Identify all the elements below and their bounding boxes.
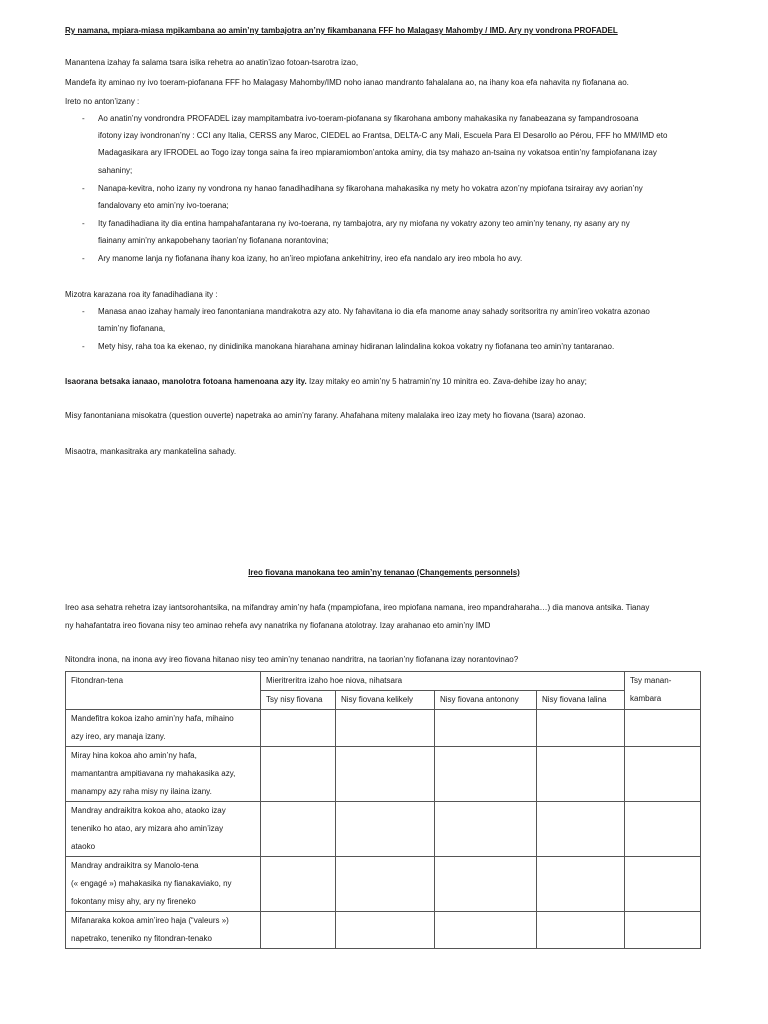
answer-cell[interactable] (537, 747, 625, 802)
row-label (66, 857, 261, 912)
goal-2-line-1: Mety hisy, raha toa ka ekenao, ny dinidinika manokana hiarahana aminay hidiranan lalindalina kokoa vokatry ny fiofanana teo amin’ny tantaranao. (98, 342, 615, 351)
answer-cell[interactable] (336, 912, 435, 949)
row-label-line: teneniko ho atao, ary mizara aho amin’izay (71, 824, 224, 833)
row-label (66, 802, 261, 857)
time-note (65, 376, 587, 387)
answer-cell[interactable] (336, 710, 435, 747)
row-label-line: fokontany misy ahy, ary ny fireneko (71, 897, 196, 906)
row-label-line: mamantantra ampitiavana ny mahakasika azy, (71, 769, 236, 778)
row-label-line: manampy azy raha misy ny ilaina izany. (71, 787, 212, 796)
table-row (66, 747, 701, 802)
bullet-dash: - (82, 184, 85, 193)
row-label-line: Mandefitra kokoa izaho amin’ny hafa, mihaino (71, 714, 234, 723)
answer-cell[interactable] (435, 802, 537, 857)
reason-1-line-3: Madagasikara ary IFRODEL ao Togo izay tonga saina fa ireo mpiaramiombon’antoka aminy, dia tsy mahazo an-tsaina ny vokatsoa entin’ny fampiofanana izay (98, 148, 657, 157)
time-note-bold: Isaorana betsaka ianaao, manolotra fotoana hamenoana azy ity. (65, 377, 307, 386)
row-label-line: ataoko (71, 842, 96, 851)
open-question-note: Misy fanontaniana misokatra (question ouverte) napetraka ao amin’ny farany. Ahafahana miteny malalaka ireo izay mety ho fiovana (tsara) azonao. (65, 411, 586, 420)
table-row (66, 802, 701, 857)
reason-4-line-1: Ary manome lanja ny fiofanana ihany koa izany, ho an’ireo mpiofana ankehitriny, ireo efa nandalo ary ireo mbola ho avy. (98, 254, 523, 263)
answer-cell[interactable] (336, 802, 435, 857)
answer-cell[interactable] (261, 857, 336, 912)
answer-cell[interactable] (537, 802, 625, 857)
row-label-line: Mandray andraikitra sy Manolo-tena (71, 861, 199, 870)
changes-table (65, 671, 701, 949)
answer-cell[interactable] (261, 802, 336, 857)
document-title: Ry namana, mpiara-miasa mpikambana ao amin’ny tambajotra an’ny fikambanana FFF ho Malagasy Mahomby / IMD. Ary ny vondrona PROFADEL (65, 26, 618, 35)
reason-2-line-1: Nanapa-kevitra, noho izany ny vondrona ny hanao fanadihadihana sy fikarohana mahakasika ny mety ho vokatra azon’ny mpiofana tsirairay avy aorian’ny (98, 184, 643, 193)
answer-cell[interactable] (261, 912, 336, 949)
answer-cell[interactable] (625, 912, 701, 949)
subheader-moderate-change: Nisy fiovana antonony (435, 691, 537, 710)
answer-cell[interactable] (625, 747, 701, 802)
answer-cell[interactable] (537, 710, 625, 747)
answer-cell[interactable] (435, 710, 537, 747)
row-label-line: Mifanaraka kokoa amin’ireo haja (“valeurs ») (71, 916, 229, 925)
bullet-dash: - (82, 307, 85, 316)
answer-cell[interactable] (261, 710, 336, 747)
answer-cell[interactable] (625, 802, 701, 857)
row-label (66, 747, 261, 802)
answer-cell[interactable] (537, 912, 625, 949)
answer-cell[interactable] (625, 857, 701, 912)
reason-3-line-1: Ity fanadihadiana ity dia entina hampahafantarana ny ivo-toerana, ny tambajotra, ary ny miofana ny vokatry azony teo amin’ny tenany, ny asany ary ny (98, 219, 630, 228)
intro-paragraph-1: Manantena izahay fa salama tsara isika rehetra ao anatin’izao fotoan-tsarotra izao, (65, 58, 359, 67)
section-2-question: Nitondra inona, na inona avy ireo fiovana hitanao nisy teo amin’ny tenanao nandritra, na taorian’ny fiofanana izay norantovinao? (65, 655, 519, 664)
answer-cell[interactable] (435, 912, 537, 949)
intro-paragraph-2: Mandefa ity aminao ny ivo toeram-piofanana FFF ho Malagasy Mahomby/IMD noho ianao mandranto fahalalana ao, na ihany koa efa nahavita ny fiofanana ao. (65, 78, 629, 87)
goal-1-line-2: tamin’ny fiofanana, (98, 324, 166, 333)
row-label (66, 912, 261, 949)
row-label-line: (« engagé ») mahakasika ny fianakaviako, ny (71, 879, 232, 888)
section-2-title: Ireo fiovana manokana teo amin’ny tenanao (Changements personnels) (248, 568, 520, 577)
table-header-row (66, 672, 701, 691)
subheader-little-change: Nisy fiovana kelikely (336, 691, 435, 710)
subheader-deep-change: Nisy fiovana lalina (537, 691, 625, 710)
reason-1-line-4: sahaniny; (98, 166, 133, 175)
row-label-line: napetrako, teneniko ny fitondran-tenako (71, 934, 212, 943)
bullet-dash: - (82, 114, 85, 123)
answer-cell[interactable] (537, 857, 625, 912)
goal-1-line-1: Manasa anao izahay hamaly ireo fanontaniana mandrakotra azy ato. Ny fahavitana io dia efa manome anay sahady soritsoritra ny amin’ireo vokatra azonao (98, 307, 650, 316)
section-2-paragraph-line-2: ny hahafantatra ireo fiovana nisy teo aminao rehefa avy nanatrika ny fiofanana atolotray. Izay arahanao eto amin’ny IMD (65, 621, 491, 630)
header-no-opinion: Tsy manan-kambara (625, 672, 701, 710)
row-label (66, 710, 261, 747)
answer-cell[interactable] (336, 857, 435, 912)
header-behaviour: Fitondran-tena (66, 672, 261, 710)
table-row (66, 857, 701, 912)
reason-2-line-2: fandalovany eto amin’ny ivo-toerana; (98, 201, 229, 210)
goals-heading: Mizotra karazana roa ity fanadihadiana ity : (65, 290, 218, 299)
reason-1-line-2: ifotony izay ivondronan’ny : CCI any Italia, CERSS any Maroc, CIEDEL ao Frantsa, DELTA-C any Mali, Escuela Para El Desarollo ao Pérou, FFF ho MM/IMD eto (98, 131, 668, 140)
table-row (66, 912, 701, 949)
row-label-line: azy ireo, ary manaja izany. (71, 732, 166, 741)
section-2-paragraph-line-1: Ireo asa sehatra rehetra izay iantsorohantsika, na mifandray amin’ny hafa (mpampiofana, ireo mpiofana namana, ireo mpandraharaha…) dia manova antsika. Tianay (65, 603, 650, 612)
table-row (66, 710, 701, 747)
bullet-dash: - (82, 254, 85, 263)
row-label-line: Miray hina kokoa aho amin’ny hafa, (71, 751, 197, 760)
reason-1-line-1: Ao anatin’ny vondrondra PROFADEL izay mampitambatra ivo-toeram-piofanana sy fikarohana ambony mahakasika ny fanabeazana sy fampandrosoana (98, 114, 639, 123)
reason-3-line-2: fiainany amin’ny ankapobehany taorian’ny fiofanana norantovina; (98, 236, 329, 245)
subheader-no-change: Tsy nisy fiovana (261, 691, 336, 710)
thanks-line: Misaotra, mankasitraka ary mankatelina sahady. (65, 447, 237, 456)
answer-cell[interactable] (435, 747, 537, 802)
time-note-rest: Izay mitaky eo amin’ny 5 hatramin’ny 10 minitra eo. Zava-dehibe izay ho anay; (306, 377, 587, 386)
answer-cell[interactable] (336, 747, 435, 802)
row-label-line: Mandray andraikitra kokoa aho, ataoko izay (71, 806, 226, 815)
answer-cell[interactable] (435, 857, 537, 912)
answer-cell[interactable] (625, 710, 701, 747)
bullet-dash: - (82, 342, 85, 351)
answer-cell[interactable] (261, 747, 336, 802)
intro-paragraph-3: Ireto no anton’izany : (65, 97, 140, 106)
bullet-dash: - (82, 219, 85, 228)
header-change-group: Mieritreritra izaho hoe niova, nihatsara (261, 672, 625, 691)
